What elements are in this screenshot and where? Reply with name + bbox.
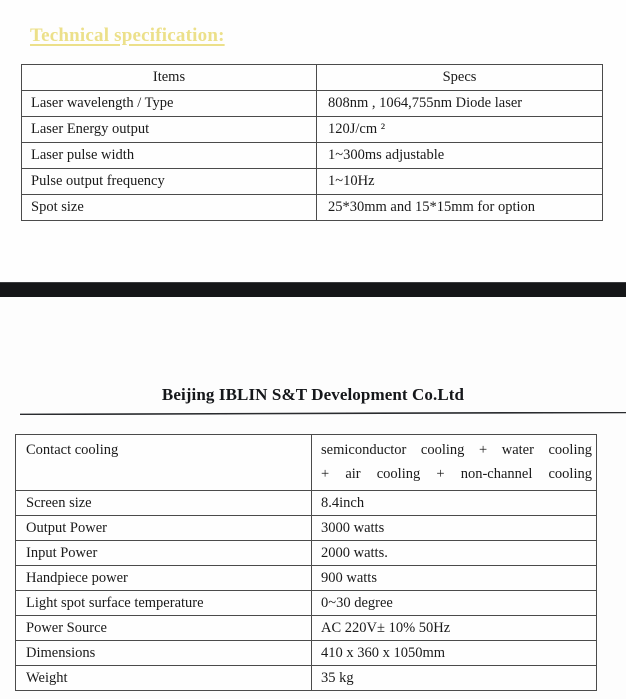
company-specification-section [0, 297, 626, 699]
spec-item-label: Screen size [16, 491, 312, 516]
heading-underline-rule [20, 412, 626, 415]
spec-item-label: Laser Energy output [22, 117, 317, 143]
spec-item-value: 8.4inch [312, 491, 597, 516]
spec-item-value: 410 x 360 x 1050mm [312, 641, 597, 666]
table-row [16, 516, 597, 541]
spec-item-value: 25*30mm and 15*15mm for option [317, 195, 603, 221]
spec-item-label: Output Power [16, 516, 312, 541]
spec-item-label: Power Source [16, 616, 312, 641]
spec-item-label: Laser pulse width [22, 143, 317, 169]
section-divider-bar [0, 282, 626, 298]
spec-item-label: Input Power [16, 541, 312, 566]
company-name-heading: Beijing IBLIN S&T Development Co.Ltd [161, 385, 465, 404]
table-row [22, 91, 603, 117]
table-row [16, 435, 597, 491]
table-row [22, 195, 603, 221]
spec-item-label: Pulse output frequency [22, 169, 317, 195]
spec-item-label: Dimensions [16, 641, 312, 666]
spec-value-line-1: semiconductor cooling + water cooling [321, 442, 592, 458]
technical-specification-table [21, 64, 603, 221]
spec-item-label: Weight [16, 666, 312, 691]
spec-value-line-2: + air cooling + non-channel cooling [321, 466, 592, 482]
table-row [16, 616, 597, 641]
table-row [16, 591, 597, 616]
spec-item-value [312, 435, 597, 491]
table-row [16, 566, 597, 591]
company-specification-table [15, 434, 597, 691]
spec-item-value: 2000 watts. [312, 541, 597, 566]
spec-item-value: 1~300ms adjustable [317, 143, 603, 169]
technical-specification-section [0, 0, 626, 282]
spec-item-value: 808nm , 1064,755nm Diode laser [317, 91, 603, 117]
spec-item-value: 900 watts [312, 566, 597, 591]
column-header-items: Items [22, 65, 317, 91]
spec-item-label: Laser wavelength / Type [22, 91, 317, 117]
table-row [16, 541, 597, 566]
table-header-row [22, 65, 603, 91]
spec-item-value: AC 220V± 10% 50Hz [312, 616, 597, 641]
page-title: Technical specification: [30, 25, 225, 46]
table-row [22, 169, 603, 195]
spec-item-label: Light spot surface temperature [16, 591, 312, 616]
spec-item-value: 0~30 degree [312, 591, 597, 616]
table-row [22, 117, 603, 143]
spec-item-value: 120J/cm ² [317, 117, 603, 143]
spec-item-label: Contact cooling [16, 435, 312, 491]
table-row [16, 491, 597, 516]
spec-item-label: Spot size [22, 195, 317, 221]
table-row [16, 666, 597, 691]
spec-item-label: Handpiece power [16, 566, 312, 591]
table-row [16, 641, 597, 666]
spec-item-value: 3000 watts [312, 516, 597, 541]
spec-item-value: 35 kg [312, 666, 597, 691]
spec-item-value: 1~10Hz [317, 169, 603, 195]
table-row [22, 143, 603, 169]
column-header-specs: Specs [317, 65, 603, 91]
